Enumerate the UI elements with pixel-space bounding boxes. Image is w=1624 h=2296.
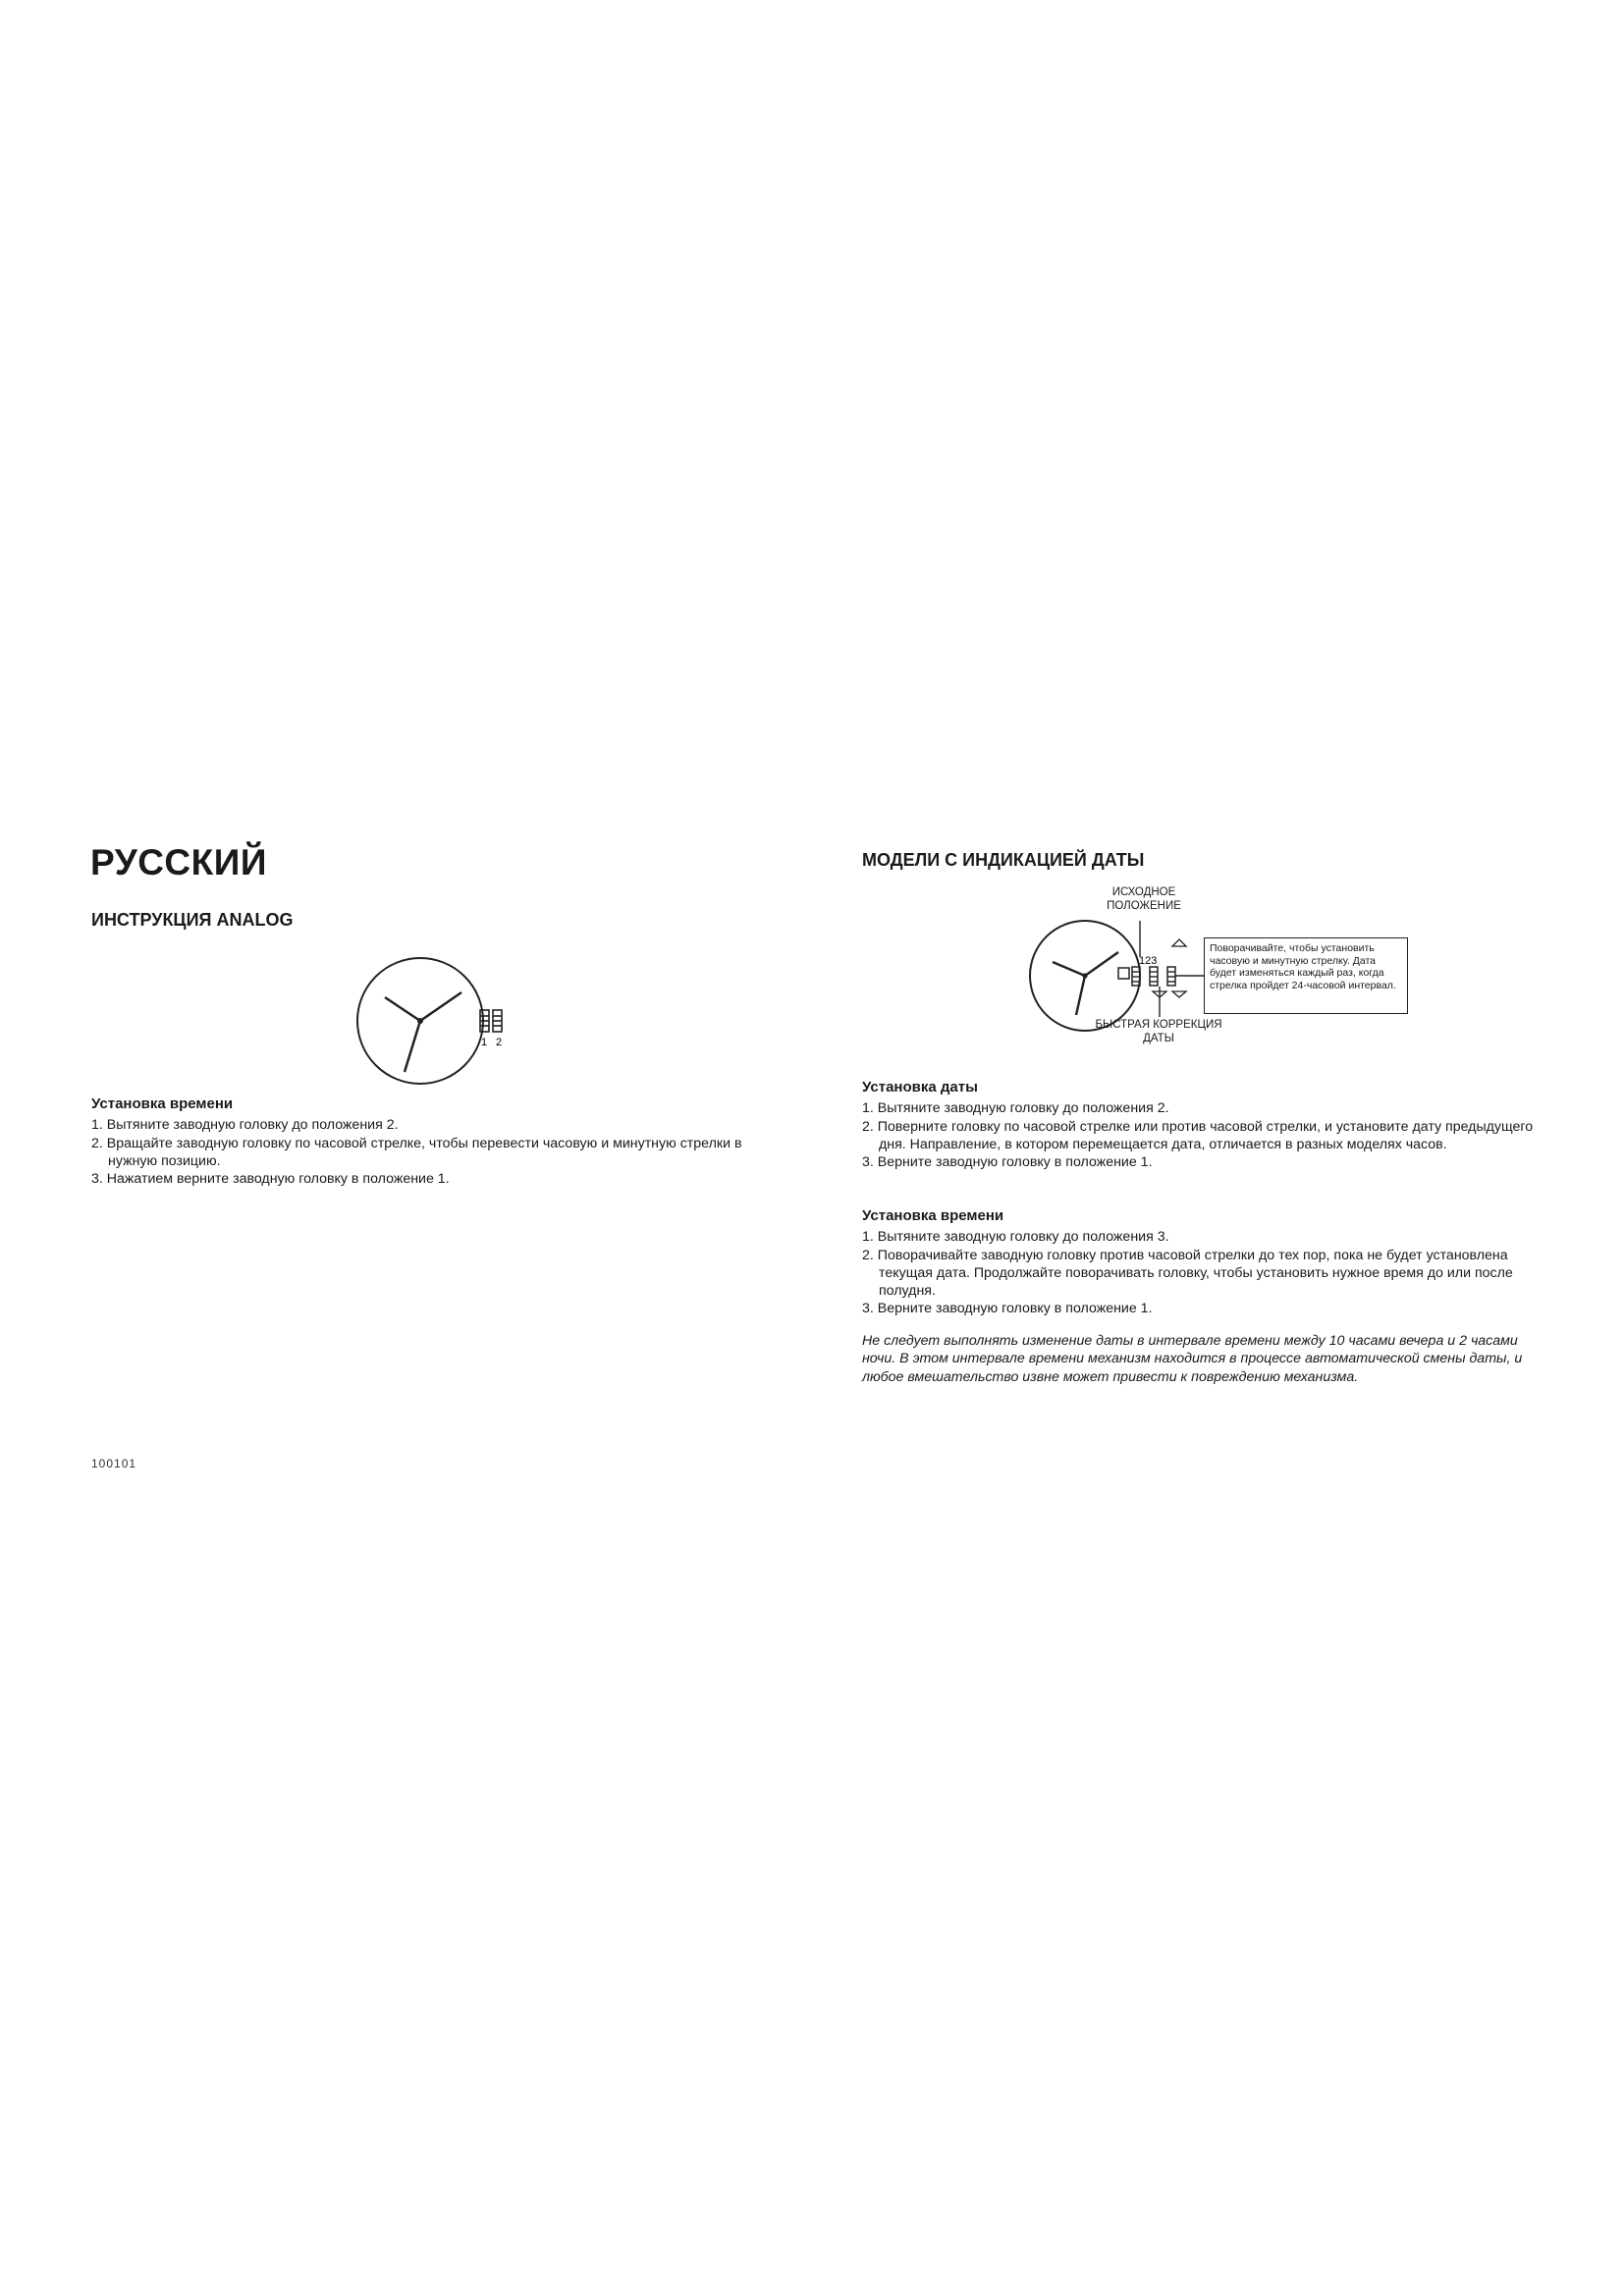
initial-position-label: ИСХОДНОЕ ПОЛОЖЕНИЕ: [1107, 886, 1181, 912]
time-setting-title: Установка времени: [862, 1207, 1004, 1224]
crown-position-2: 2: [496, 1037, 503, 1048]
time-step-2: 2. Вращайте заводную головку по часовой стрелке, чтобы перевести часовую и минутную стрелки в нужную позицию.: [91, 1135, 742, 1169]
time-step-1: 1. Вытяните заводную головку до положения 3.: [862, 1229, 1169, 1246]
date-model-time-setting: [862, 1207, 1549, 1318]
rotate-up-arrow-icon: [1172, 939, 1186, 946]
second-hand: [1076, 976, 1085, 1015]
hand-pivot: [1082, 973, 1087, 978]
time-setting-title: Установка времени: [91, 1095, 234, 1112]
analog-instructions-title: ИНСТРУКЦИЯ ANALOG: [91, 910, 294, 930]
hour-hand: [385, 997, 420, 1021]
date-step-2: 2. Поверните головку по часовой стрелке или против часовой стрелки, и установите дату предыдущего дня. Направление, в котором перемещается дата, отличается в разных моделях часов.: [862, 1118, 1534, 1152]
time-step-3: 3. Верните заводную головку в положение 1.: [862, 1301, 1153, 1317]
rotation-callout: Поворачивайте, чтобы установить часовую и минутную стрелку. Дата будет изменяться каждый раз, когда стрелка пройдет 24-часовой интервал.: [1204, 937, 1408, 1014]
language-title: РУССКИЙ: [90, 842, 267, 882]
minute-hand: [420, 992, 461, 1021]
date-models-title: МОДЕЛИ С ИНДИКАЦИЕЙ ДАТЫ: [862, 850, 1145, 870]
crown-positions-label: 123: [1139, 955, 1158, 967]
time-step-1: 1. Вытяните заводную головку до положения 2.: [91, 1117, 399, 1134]
date-window: [1118, 968, 1129, 979]
hand-pivot: [417, 1018, 423, 1024]
hour-hand: [1053, 962, 1085, 976]
date-step-3: 3. Верните заводную головку в положение 1.: [862, 1154, 1153, 1171]
crown-position-1: 1: [481, 1037, 488, 1048]
minute-hand: [1085, 952, 1118, 976]
rotate-down-right-arrow-icon: [1172, 991, 1186, 997]
analog-time-setting: [91, 1095, 779, 1188]
crown-stem: [1132, 967, 1204, 986]
date-setting: [862, 1079, 1549, 1171]
document-code: 100101: [91, 1457, 137, 1470]
date-step-1: 1. Вытяните заводную головку до положения 2.: [862, 1100, 1169, 1117]
quick-date-correction-label: БЫСТРАЯ КОРРЕКЦИЯ ДАТЫ: [1095, 1019, 1222, 1044]
time-step-3: 3. Нажатием верните заводную головку в положение 1.: [91, 1171, 450, 1188]
date-setting-title: Установка даты: [862, 1079, 978, 1095]
time-step-2: 2. Поворачивайте заводную головку против часовой стрелки до тех пор, пока не будет установлена текущая дата. Продолжайте поворачивать головку, чтобы установить нужное время до или после полудня.: [862, 1247, 1513, 1300]
date-change-warning: Не следует выполнять изменение даты в интервале времени между 10 часами вечера и 2 часами ночи. В этом интервале времени механизм находится в процессе автоматической смены даты, и любое вмешательство извне может привести к повреждению механизма.: [862, 1333, 1523, 1385]
second-hand: [405, 1021, 420, 1072]
